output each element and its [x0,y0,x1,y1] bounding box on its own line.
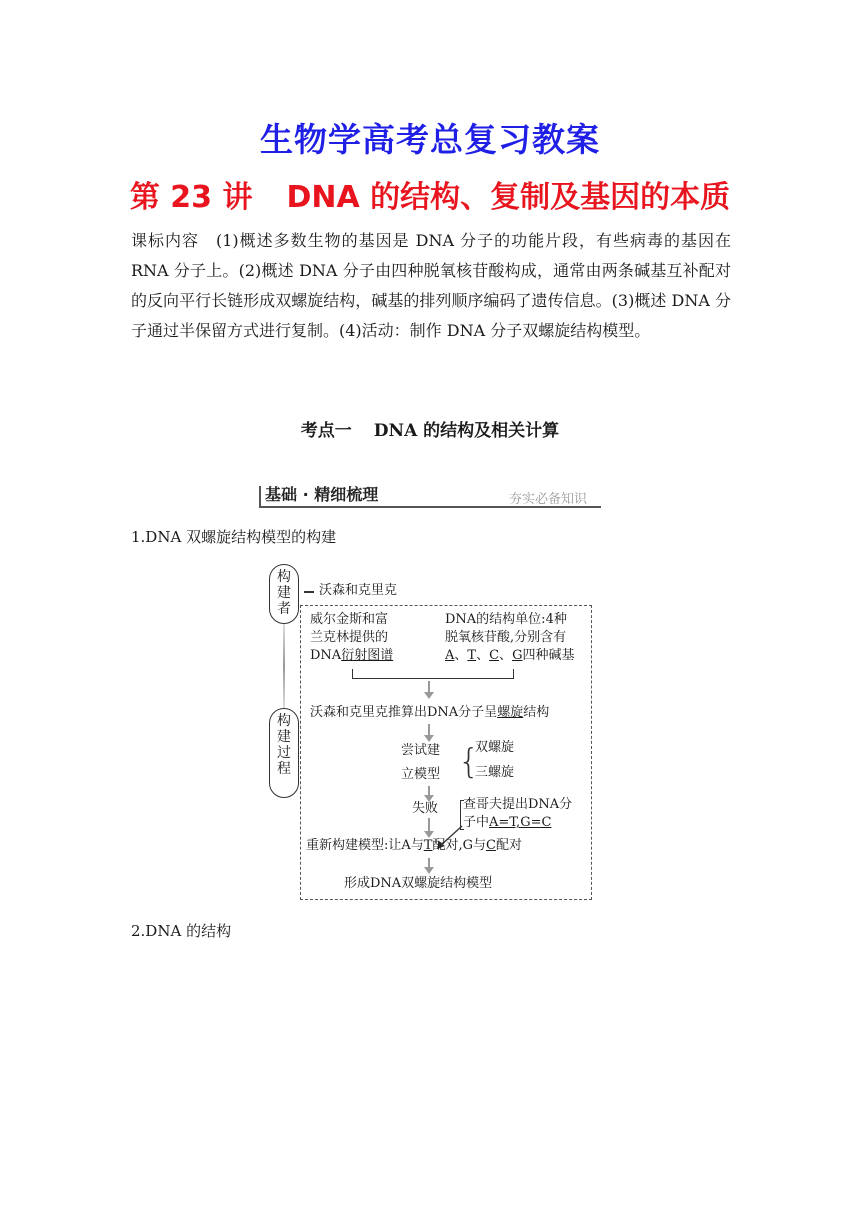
chargaff-prefix: 子中 [463,815,490,830]
step-final: 形成DNA双螺旋结构模型 [344,876,493,891]
chargaff-line [463,814,572,832]
model-construction-diagram [262,562,598,902]
infer-prefix: 沃森和克里克推算出DNA分子呈 [310,705,498,720]
label-connector-line [283,624,285,708]
step-infer [310,704,549,722]
base-c: C [489,648,500,663]
lesson-title [0,172,860,216]
arrow-2 [428,724,430,736]
base-g: G [512,648,523,663]
trial-option-double: 双螺旋 [475,740,515,755]
step-rebuild [306,837,522,855]
top-bracket [352,669,514,679]
trial-line: 尝试建 [401,743,441,758]
wilkins-dna: DNA [310,648,342,663]
arrow-1 [428,681,430,693]
process-char: 构 [277,713,291,729]
rebuild-prefix: 重新构建模型:让A与 [306,838,424,853]
base-a: A [445,648,455,663]
lesson-name: DNA 的结构、复制及基因的本质 [286,180,731,215]
fail-label: 失败 [412,801,439,816]
section-name: DNA 的结构及相关计算 [373,421,560,441]
bases-line: A、T、C、G四种碱基 [445,648,575,663]
arrow-5 [428,858,430,868]
banner-tick [259,486,261,506]
process-char: 程 [277,761,291,777]
chargaff-key: A=T,G=C [489,815,552,830]
unit-line: 脱氧核苷酸,分别含有 [445,630,567,645]
builder-char: 者 [277,601,291,617]
lesson-number: 第 23 讲 [129,180,253,215]
wilkins-text [310,611,393,665]
infer-key: 螺旋 [497,705,524,720]
builder-value: 沃森和克里克 [319,583,398,598]
bases-suffix: 四种碱基 [522,648,575,663]
process-label [269,708,299,798]
builder-char: 建 [277,585,291,601]
rebuild-suffix: 配对 [495,838,522,853]
banner-subtitle: 夯实必备知识 [508,492,587,507]
base-t: T [467,648,477,663]
chargaff-line: 查哥夫提出DNA分 [463,797,573,812]
process-char: 建 [277,729,291,745]
item-heading-2: 2.DNA 的结构 [131,922,232,940]
doc-title: 生物学高考总复习教案 [260,120,600,159]
curriculum-text: 课标内容 (1)概述多数生物的基因是 DNA 分子的功能片段，有些病毒的基因在 RNA 分子上。(2)概述 DNA 分子由四种脱氧核苷酸构成，通常由两条碱基互补配对的反向平行长链形成双螺旋结构，碱基的排列顺序编码了遗传信息。(3)概述 DNA 分子通过半保留方式进行复制。(4)活动：制作 DNA 分子双螺旋结构模型。 [131,231,731,340]
trial-option-triple: 三螺旋 [475,765,515,780]
process-char: 过 [277,745,291,761]
arrow-4 [428,818,430,832]
structure-unit-text [445,611,574,665]
builder-label [269,564,299,624]
wilkins-line [310,647,393,665]
wilkins-line: 威尔金斯和富 [310,612,389,627]
unit-line: DNA的结构单位:4种 [445,612,567,627]
item-heading-1: 1.DNA 双螺旋结构模型的构建 [131,528,337,546]
rebuild-c: C [485,838,496,853]
rebuild-mid: 配对,G与 [432,838,486,853]
trial-label [401,742,440,784]
basics-banner [259,480,601,508]
builder-char: 构 [277,569,291,585]
chargaff-text [463,796,572,832]
infer-suffix: 结构 [523,705,550,720]
builder-dash [304,591,314,593]
section-title [0,416,860,441]
trial-line: 立模型 [401,767,441,782]
trial-brace: { [458,742,480,782]
rebuild-t: T [423,838,433,853]
diffraction-pattern-key: 衍射图谱 [341,648,394,663]
section-label: 考点一 [300,421,352,441]
arrow-3 [428,786,430,796]
banner-title: 基础 · 精细梳理 [265,485,379,504]
wilkins-line: 兰克林提供的 [310,630,389,645]
